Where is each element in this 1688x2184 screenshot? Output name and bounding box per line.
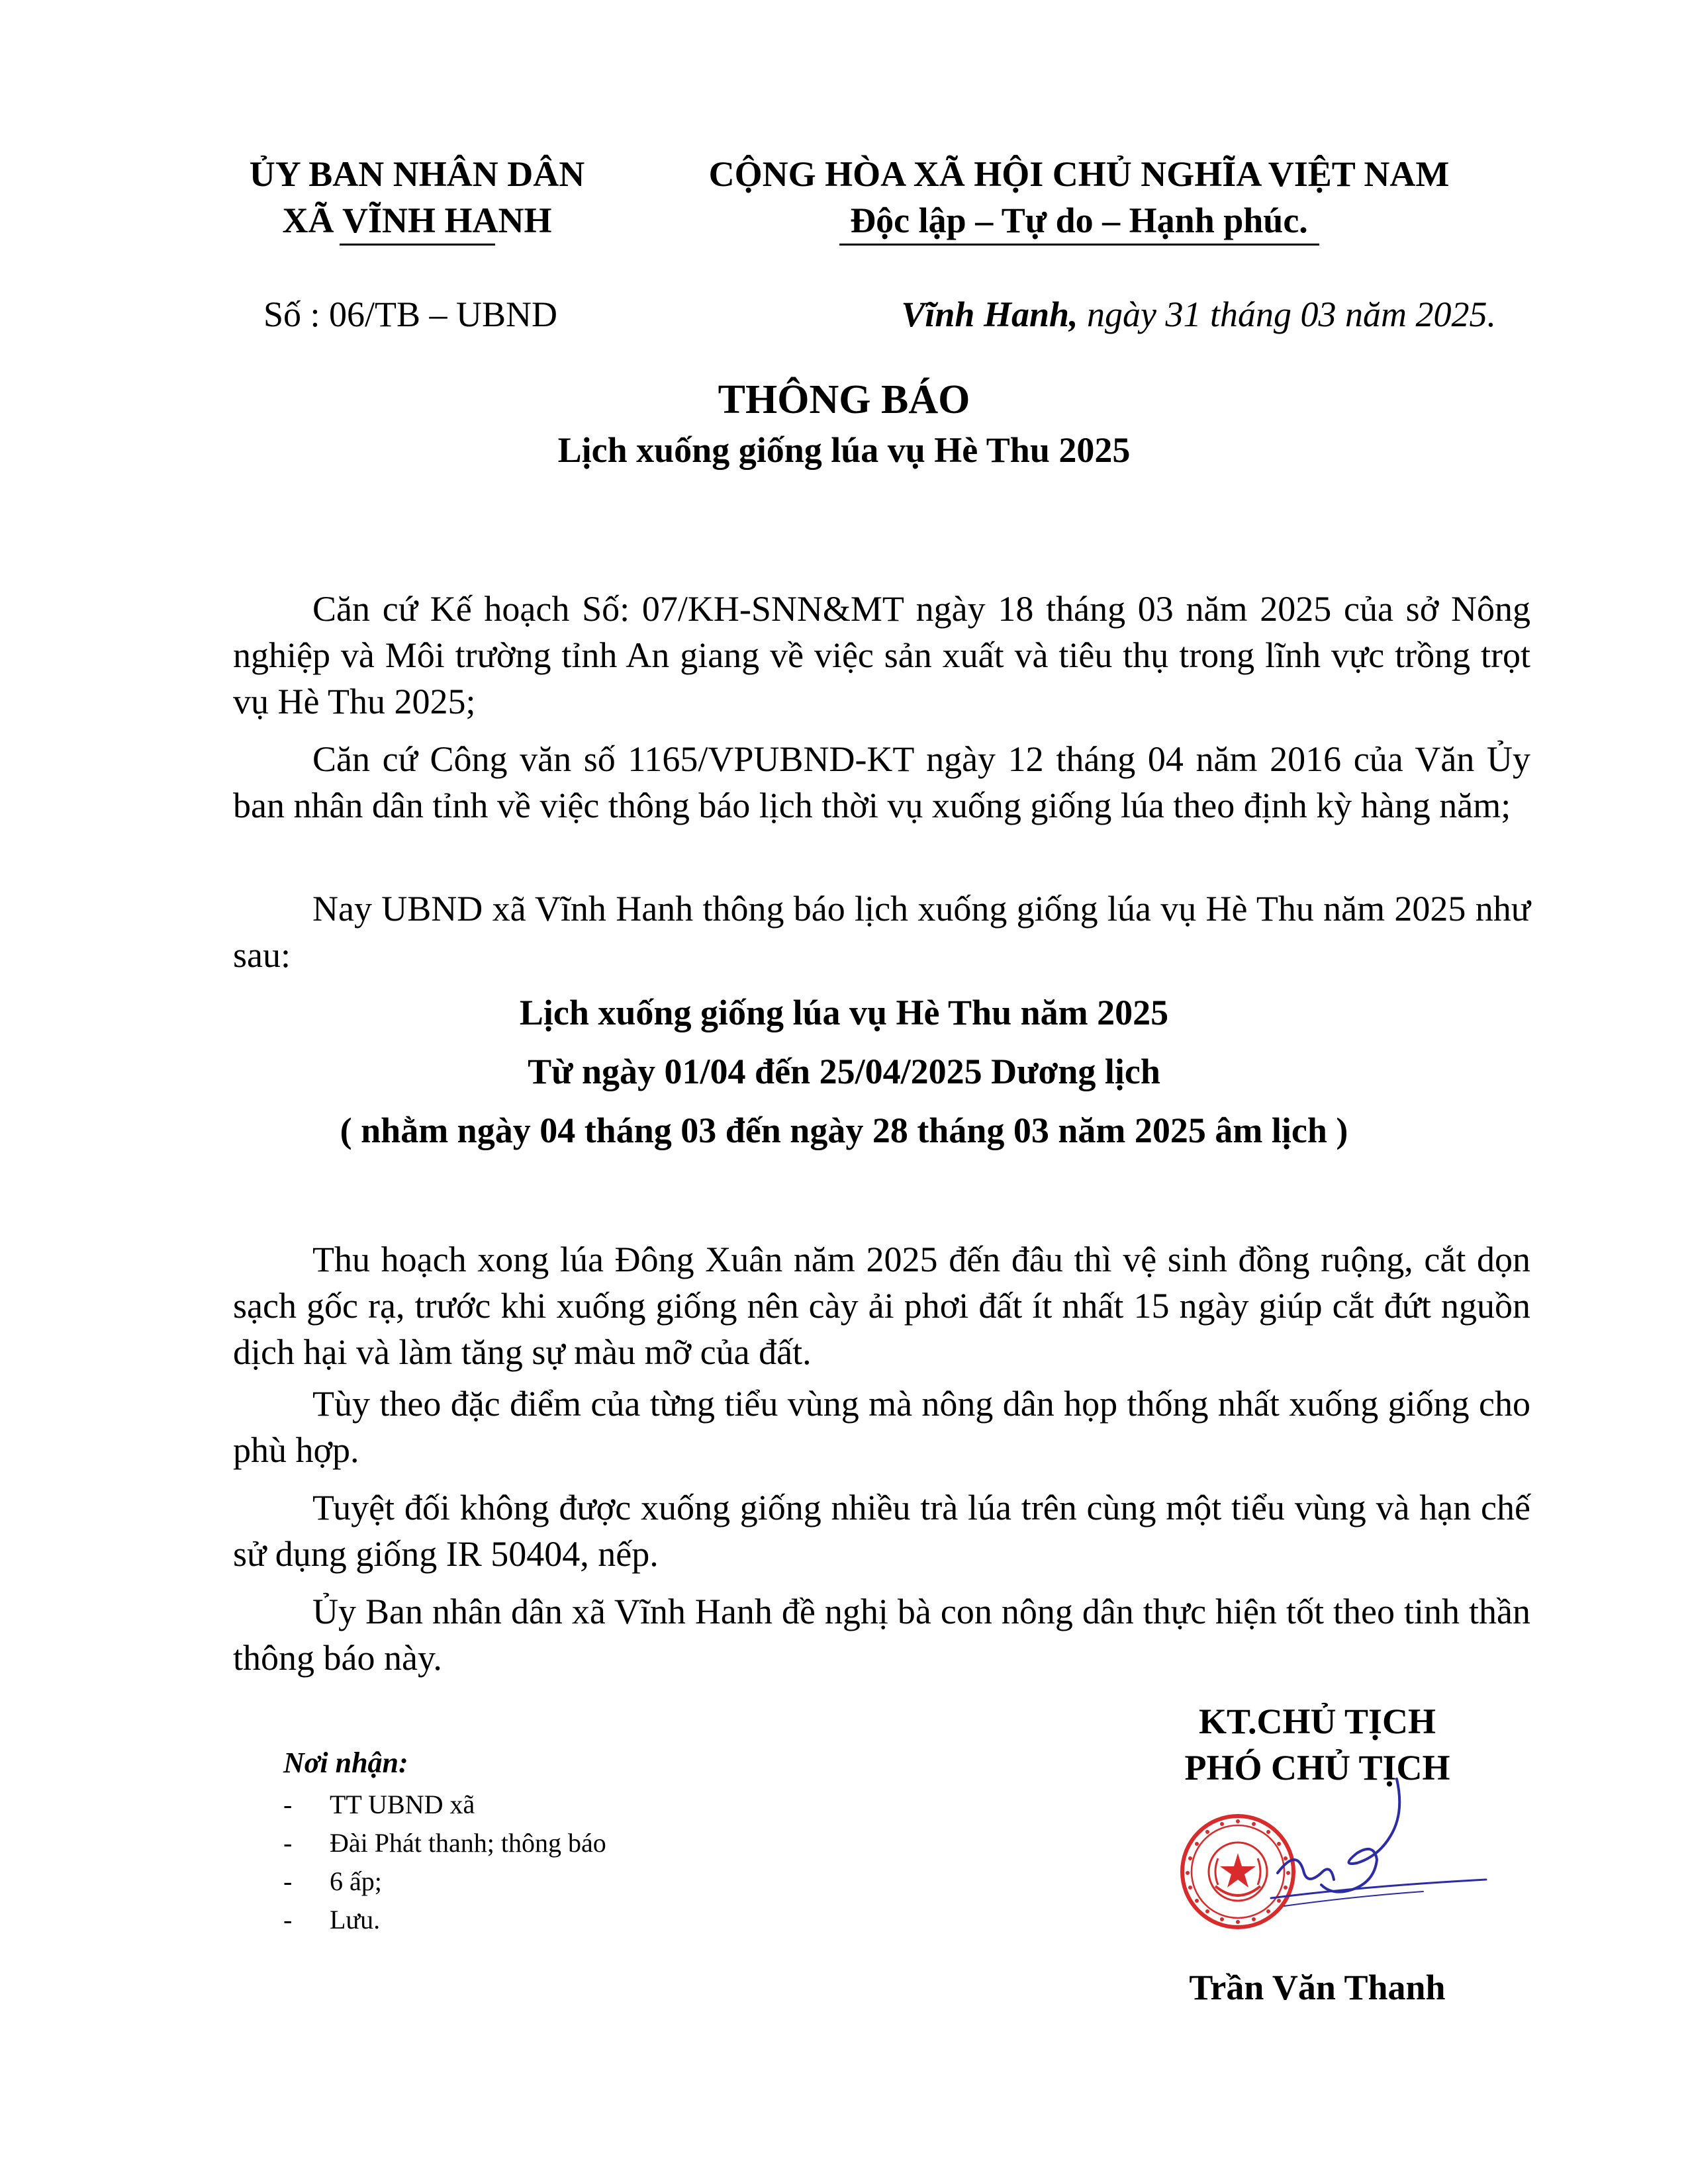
recipient-item: - TT UBND xã xyxy=(283,1786,747,1824)
schedule-solar-dates: Từ ngày 01/04 đến 25/04/2025 Dương lịch xyxy=(528,1052,1160,1091)
national-motto: Độc lập – Tự do – Hạnh phúc. xyxy=(850,201,1308,240)
national-title: CỘNG HÒA XÃ HỘI CHỦ NGHĨA VIỆT NAM xyxy=(708,154,1450,194)
issuer-line-2: XÃ VĨNH HANH xyxy=(282,201,552,240)
recipient-label: Lưu. xyxy=(330,1905,381,1934)
date-place: Vĩnh Hanh, xyxy=(901,295,1078,334)
document-date xyxy=(880,291,1496,338)
paragraph-basis-letter: Căn cứ Công văn số 1165/VPUBND-KT ngày 12 tháng 04 năm 2016 của Văn Ủy ban nhân dân tỉnh về việc thông báo lịch thời vụ xuống giống lúa theo định kỳ hàng năm; xyxy=(233,739,1530,825)
paragraph-harvest-guidance: Thu hoạch xong lúa Đông Xuân năm 2025 đến đâu thì vệ sinh đồng ruộng, cắt dọn sạch gốc rạ, trước khi xuống giống nên cày ải phơi đất ít nhất 15 ngày giúp cắt đứt nguồn dịch hại và làm tăng sự màu mỡ của đất. xyxy=(233,1240,1530,1372)
paragraph-restriction: Tuyệt đối không được xuống giống nhiều trà lúa trên cùng một tiểu vùng và hạn chế sử dụng giống IR 50404, nếp. xyxy=(233,1488,1530,1574)
document-title: THÔNG BÁO xyxy=(718,377,970,422)
recipients-list xyxy=(283,1786,747,1939)
recipient-item: - Đài Phát thanh; thông báo xyxy=(283,1824,747,1862)
recipient-label: TT UBND xã xyxy=(330,1790,475,1819)
recipient-label: 6 ấp; xyxy=(330,1866,382,1896)
recipient-item: - 6 ấp; xyxy=(283,1862,747,1901)
date-text: ngày 31 tháng 03 năm 2025. xyxy=(1078,295,1496,334)
national-header xyxy=(669,151,1489,246)
handwritten-signature xyxy=(1258,1774,1489,1933)
document-number: Số : 06/TB – UBND xyxy=(263,295,558,334)
signature-line-1: KT.CHỦ TỊCH xyxy=(1198,1702,1436,1741)
paragraph-request: Ủy Ban nhân dân xã Vĩnh Hanh đề nghị bà con nông dân thực hiện tốt theo tinh thần thông báo này. xyxy=(233,1592,1530,1678)
document-subtitle: Lịch xuống giống lúa vụ Hè Thu 2025 xyxy=(557,430,1131,470)
paragraph-subregion: Tùy theo đặc điểm của từng tiểu vùng mà nông dân họp thống nhất xuống giống cho phù hợp. xyxy=(233,1384,1530,1470)
paragraph-basis-plan: Căn cứ Kế hoạch Số: 07/KH-SNN&MT ngày 18 tháng 03 năm 2025 của sở Nông nghiệp và Môi trường tỉnh An giang về việc sản xuất và tiêu thụ trong lĩnh vực trồng trọt vụ Hè Thu 2025; xyxy=(233,589,1530,721)
issuer-line-1: ỦY BAN NHÂN DÂN xyxy=(249,154,585,194)
recipient-item: - Lưu. xyxy=(283,1901,747,1939)
recipients-block xyxy=(283,1745,747,1939)
issuer-header xyxy=(218,151,616,246)
schedule-lunar-dates: ( nhằm ngày 04 tháng 03 đến ngày 28 tháng 03 năm 2025 âm lịch ) xyxy=(340,1111,1348,1150)
recipients-title: Nơi nhận: xyxy=(283,1747,408,1779)
signer-name: Trần Văn Thanh xyxy=(1189,1968,1446,2007)
paragraph-announcement: Nay UBND xã Vĩnh Hanh thông báo lịch xuống giống lúa vụ Hè Thu năm 2025 như sau: xyxy=(233,889,1530,975)
issuer-underline xyxy=(340,244,495,246)
motto-underline xyxy=(839,244,1319,246)
signature-line-2: PHÓ CHỦ TỊCH xyxy=(1184,1748,1450,1788)
recipient-label: Đài Phát thanh; thông báo xyxy=(330,1828,606,1858)
schedule-title: Lịch xuống giống lúa vụ Hè Thu năm 2025 xyxy=(519,993,1169,1032)
